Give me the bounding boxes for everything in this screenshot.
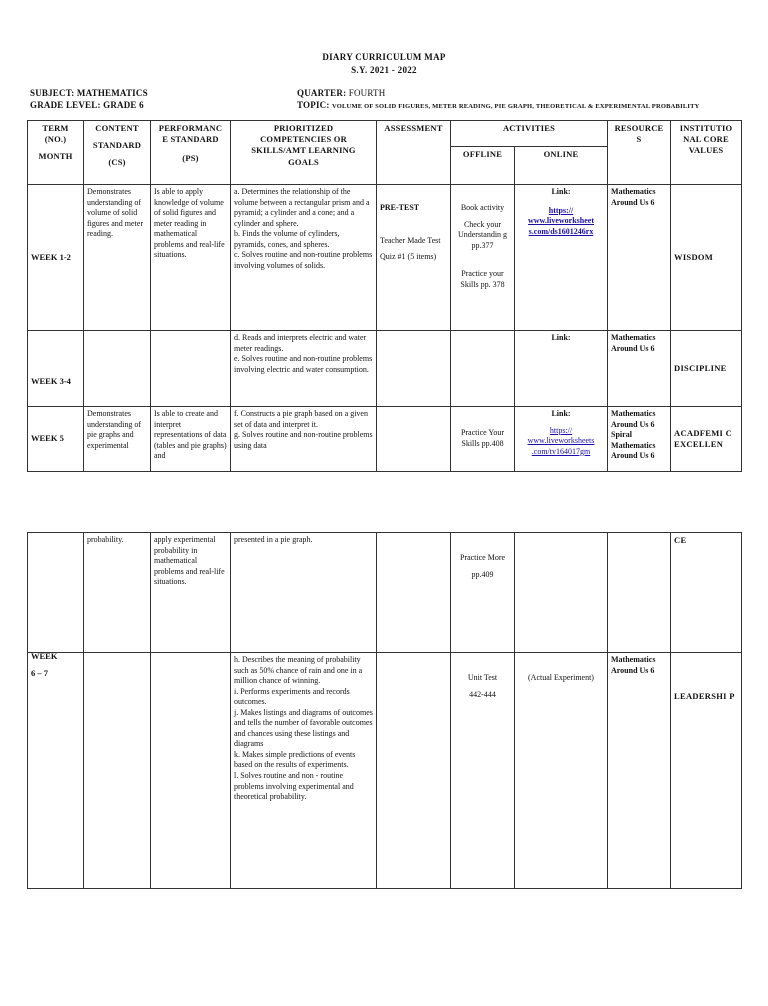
offline-cell: Unit Test 442-444 <box>451 653 515 889</box>
activities-header: ACTIVITIES <box>451 121 608 147</box>
quarter-line <box>297 88 385 98</box>
table-row <box>28 653 742 889</box>
curriculum-table-part2 <box>27 532 742 889</box>
topic-line <box>297 100 700 110</box>
assessment-cell <box>377 653 451 889</box>
resources-cell: Mathematics Around Us 6 <box>608 331 671 407</box>
content-standard-cell: Demonstrates understanding of pie graphs and experimental <box>84 407 151 472</box>
curriculum-table-part1 <box>27 120 742 472</box>
competencies-cell: h. Describes the meaning of probability such as 50% chance of rain and one in a million chance of winning. i. Performs experiments and records outcomes. j. Makes listings and diagrams of outcomes and tells the number of favorable outcomes and chances using these listings and diagrams k. Makes simple predictions of events based on the results of experiments. l. Solves routine and non - routine problems involving experimental and theoretical probability. <box>231 653 377 889</box>
performance-standard-cell <box>151 331 231 407</box>
quarter-value: FOURTH <box>348 88 386 98</box>
online-cell <box>515 533 608 653</box>
term-cell: WEEK 3-4 <box>28 331 84 407</box>
competencies-header: PRIORITIZED COMPETENCIES OR SKILLS/AMT LEARNING GOALS <box>231 121 377 185</box>
grade-value: GRADE 6 <box>103 100 144 110</box>
competencies-cell: presented in a pie graph. <box>231 533 377 653</box>
content-standard-cell <box>84 653 151 889</box>
worksheet-link[interactable]: https:// www.liveworksheet s.com/ds1601246rx <box>528 205 594 236</box>
content-standard-cell <box>84 331 151 407</box>
competencies-cell: a. Determines the relationship of the volume between a rectangular prism and a pyramid; a cylinder and a cone; and a cylinder and sphere. b. Finds the volume of cylinders, pyramids, cones, and spheres. c. Solves routine and non-routine problems involving volumes of solids. <box>231 185 377 331</box>
table-row <box>28 533 742 653</box>
offline-cell: Book activity Check your Understandin g pp.377 Practice your Skills pp. 378 <box>451 185 515 331</box>
online-cell: (Actual Experiment) <box>515 653 608 889</box>
core-value-cell: DISCIPLINE <box>671 331 742 407</box>
performance-standard-cell <box>151 653 231 889</box>
topic-value: VOLUME OF SOLID FIGURES, METER READING, PIE GRAPH, THEORETICAL & EXPERIMENTAL PROBABILITY <box>332 103 700 110</box>
resources-cell <box>608 533 671 653</box>
term-cell: WEEK 6 – 7 <box>28 653 84 889</box>
core-values-header: INSTITUTIO NAL CORE VALUES <box>671 121 742 185</box>
core-value-cell: WISDOM <box>671 185 742 331</box>
competencies-cell: f. Constructs a pie graph based on a given set of data and interpret it. g. Solves routine and non-routine problems using data <box>231 407 377 472</box>
performance-standard-cell: Is able to create and interpret representations of data (tables and pie graphs) and <box>151 407 231 472</box>
grade-label: GRADE LEVEL: <box>30 100 101 110</box>
resources-cell: Mathematics Around Us 6 <box>608 653 671 889</box>
assessment-header: ASSESSMENT <box>377 121 451 185</box>
assessment-cell <box>377 331 451 407</box>
school-year: S.Y. 2021 - 2022 <box>351 65 417 75</box>
online-cell: Link: https:// www.liveworksheet s.com/ds1601246rx <box>515 185 608 331</box>
term-cell <box>28 533 84 653</box>
table-row <box>28 185 742 331</box>
performance-standard-cell: Is able to apply knowledge of volume of solid figures and meter reading in mathematical problems and real-life situations. <box>151 185 231 331</box>
subject-line <box>30 88 148 98</box>
table-row <box>28 331 742 407</box>
term-header: TERM (NO.) MONTH <box>28 121 84 185</box>
document-title: DIARY CURRICULUM MAP <box>322 52 446 62</box>
content-standard-cell: probability. <box>84 533 151 653</box>
online-header: ONLINE <box>515 147 608 185</box>
performance-standard-header: PERFORMANC E STANDARD (PS) <box>151 121 231 185</box>
table-row <box>28 407 742 472</box>
offline-cell <box>451 331 515 407</box>
subject-value: MATHEMATICS <box>76 88 148 98</box>
offline-header: OFFLINE <box>451 147 515 185</box>
core-value-cell: CE <box>671 533 742 653</box>
worksheet-link[interactable]: https:// www.liveworksheets .com/tv164017gm <box>527 425 595 456</box>
content-standard-cell: Demonstrates understanding of volume of solid figures and meter reading. <box>84 185 151 331</box>
content-standard-header: CONTENT STANDARD (CS) <box>84 121 151 185</box>
performance-standard-cell: apply experimental probability in mathematical problems and real-life situations. <box>151 533 231 653</box>
core-value-cell: ACADFEMI C EXCELLEN <box>671 407 742 472</box>
resources-cell: Mathematics Around Us 6 <box>608 185 671 331</box>
assessment-cell: PRE-TEST Teacher Made Test Quiz #1 (5 items) <box>377 185 451 331</box>
grade-line <box>30 100 144 110</box>
subject-label: SUBJECT: <box>30 88 75 98</box>
online-cell: Link: <box>515 331 608 407</box>
topic-label: TOPIC: <box>297 100 330 110</box>
offline-cell: Practice Your Skills pp.408 <box>451 407 515 472</box>
assessment-cell <box>377 407 451 472</box>
resources-header: RESOURCE S <box>608 121 671 185</box>
competencies-cell: d. Reads and interprets electric and water meter readings. e. Solves routine and non-routine problems involving electric and water consumption. <box>231 331 377 407</box>
assessment-cell <box>377 533 451 653</box>
offline-cell: Practice More pp.409 <box>451 533 515 653</box>
resources-cell: Mathematics Around Us 6 Spiral Mathematics Around Us 6 <box>608 407 671 472</box>
header-row <box>28 121 742 147</box>
quarter-label: QUARTER: <box>297 88 347 98</box>
term-cell: WEEK 1-2 <box>28 185 84 331</box>
online-cell: Link: https:// www.liveworksheets .com/tv164017gm <box>515 407 608 472</box>
term-cell: WEEK 5 <box>28 407 84 472</box>
core-value-cell: LEADERSHI P <box>671 653 742 889</box>
